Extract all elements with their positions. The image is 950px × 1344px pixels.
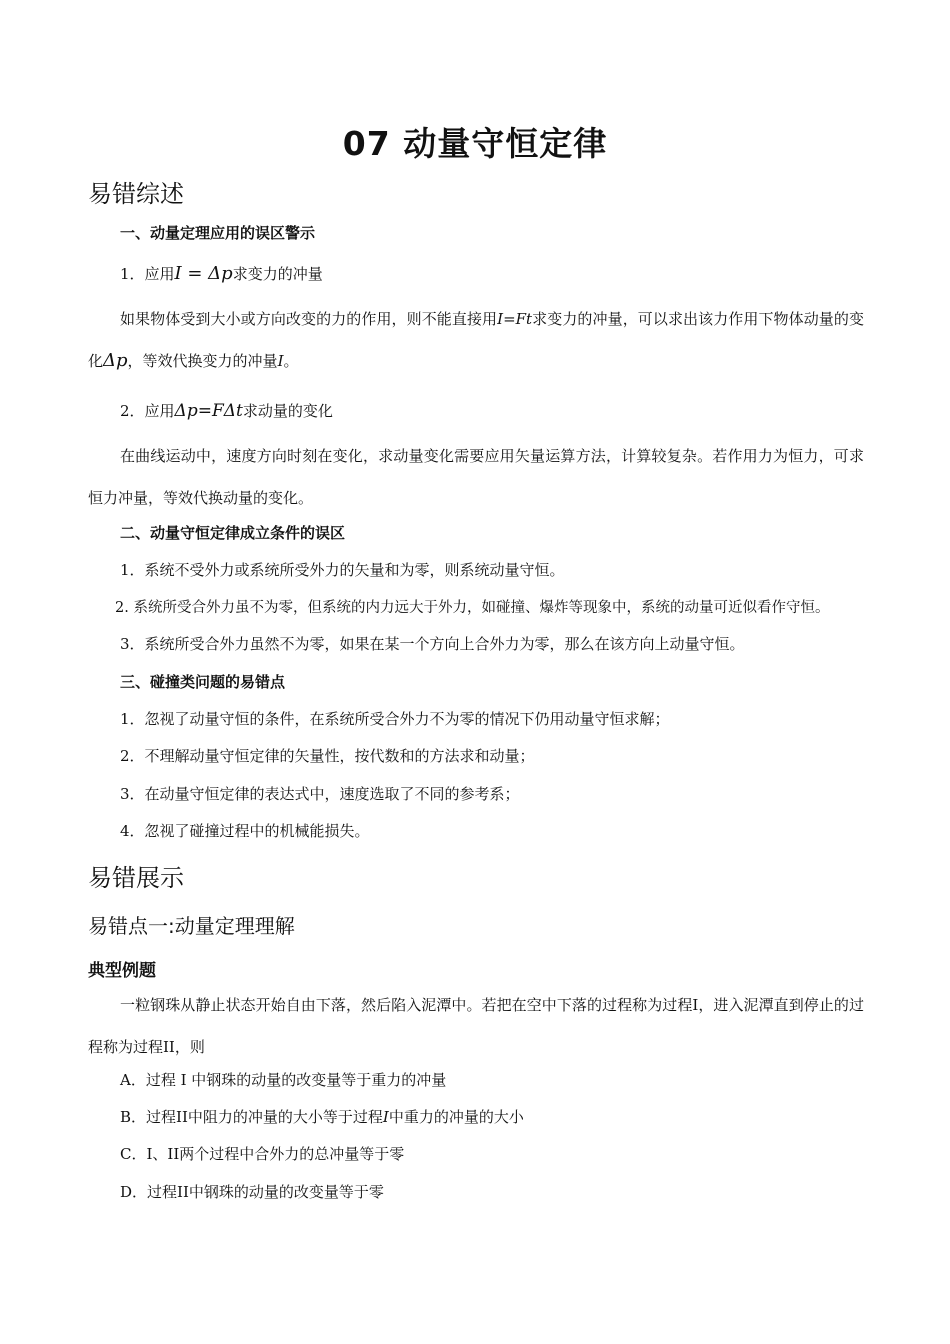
part1-item1-suffix: 求变力的冲量 xyxy=(232,265,323,283)
part3-heading: 三、碰撞类问题的易错点 xyxy=(120,673,286,691)
part1-paragraph2: 在曲线运动中，速度方向时刻在变化，求动量变化需要应用矢量运算方法，计算较复杂。若作用力为恒力，可求恒力冲量，等效代换动量的变化。 xyxy=(88,447,864,507)
part2-item-2: 2. 系统所受合外力虽不为零，但系统的内力远大于外力，如碰撞、爆炸等现象中，系统的动量可近似看作守恒。 xyxy=(115,600,830,616)
part1-item2 xyxy=(120,400,333,421)
part3-item-1: 1．忽视了动量守恒的条件，在系统所受合外力不为零的情况下仍用动量守恒求解； xyxy=(120,710,670,728)
formula-ift: I=Ft xyxy=(497,310,533,328)
formula-impulse: I = Δp xyxy=(174,263,233,284)
example-heading: 典型例题 xyxy=(88,961,156,981)
document-title: 07 动量守恒定律 xyxy=(342,124,608,163)
section-heading-display: 易错展示 xyxy=(88,864,184,892)
para1-text-d: 。 xyxy=(283,352,299,370)
option-b-symbol: I xyxy=(382,1108,389,1126)
option-c: C．I、II两个过程中合外力的总冲量等于零 xyxy=(120,1145,405,1163)
part1-heading: 一、动量定理应用的误区警示 xyxy=(120,224,316,242)
option-b-text-a: B．过程II中阻力的冲量的大小等于过程 xyxy=(120,1108,383,1126)
part3-item-4: 4．忽视了碰撞过程中的机械能损失。 xyxy=(120,822,370,840)
formula-momentum-change: Δp=FΔt xyxy=(174,401,243,421)
option-d: D．过程II中钢珠的动量的改变量等于零 xyxy=(120,1183,384,1201)
para1-text-c: ，等效代换变力的冲量 xyxy=(127,352,278,370)
part1-item1 xyxy=(120,263,323,284)
part1-item1-prefix: 1．应用 xyxy=(120,265,175,283)
part1-item2-prefix: 2．应用 xyxy=(120,402,175,420)
symbol-i: I xyxy=(277,352,284,370)
error-point-1-heading: 易错点一:动量定理理解 xyxy=(88,914,295,938)
option-b-text-b: 中重力的冲量的大小 xyxy=(388,1108,524,1126)
para1-text-a: 如果物体受到大小或方向改变的力的作用，则不能直接用 xyxy=(120,310,498,328)
option-a: A．过程 I 中钢珠的动量的改变量等于重力的冲量 xyxy=(120,1071,447,1089)
part2-item-3: 3．系统所受合外力虽然不为零，如果在某一个方向上合外力为零，那么在该方向上动量守恒。 xyxy=(120,635,745,653)
part1-item2-suffix: 求动量的变化 xyxy=(242,402,333,420)
formula-dp: Δp xyxy=(103,350,128,371)
part2-heading: 二、动量守恒定律成立条件的误区 xyxy=(120,524,346,542)
question-stem: 一粒钢珠从静止状态开始自由下落，然后陷入泥潭中。若把在空中下落的过程称为过程I，进入泥潭直到停止的过程称为过程II，则 xyxy=(88,996,864,1056)
part3-item-3: 3．在动量守恒定律的表达式中，速度选取了不同的参考系； xyxy=(120,785,520,803)
section-heading-overview: 易错综述 xyxy=(88,180,184,208)
part2-item-1: 1．系统不受外力或系统所受外力的矢量和为零，则系统动量守恒。 xyxy=(120,561,565,579)
part3-item-2: 2．不理解动量守恒定律的矢量性，按代数和的方法求和动量； xyxy=(120,747,535,765)
para1-text-b: 求变力的冲量，可以求出该力作用下物体动量的变化 xyxy=(88,310,864,370)
option-b xyxy=(120,1106,524,1127)
part1-paragraph1 xyxy=(88,298,864,382)
